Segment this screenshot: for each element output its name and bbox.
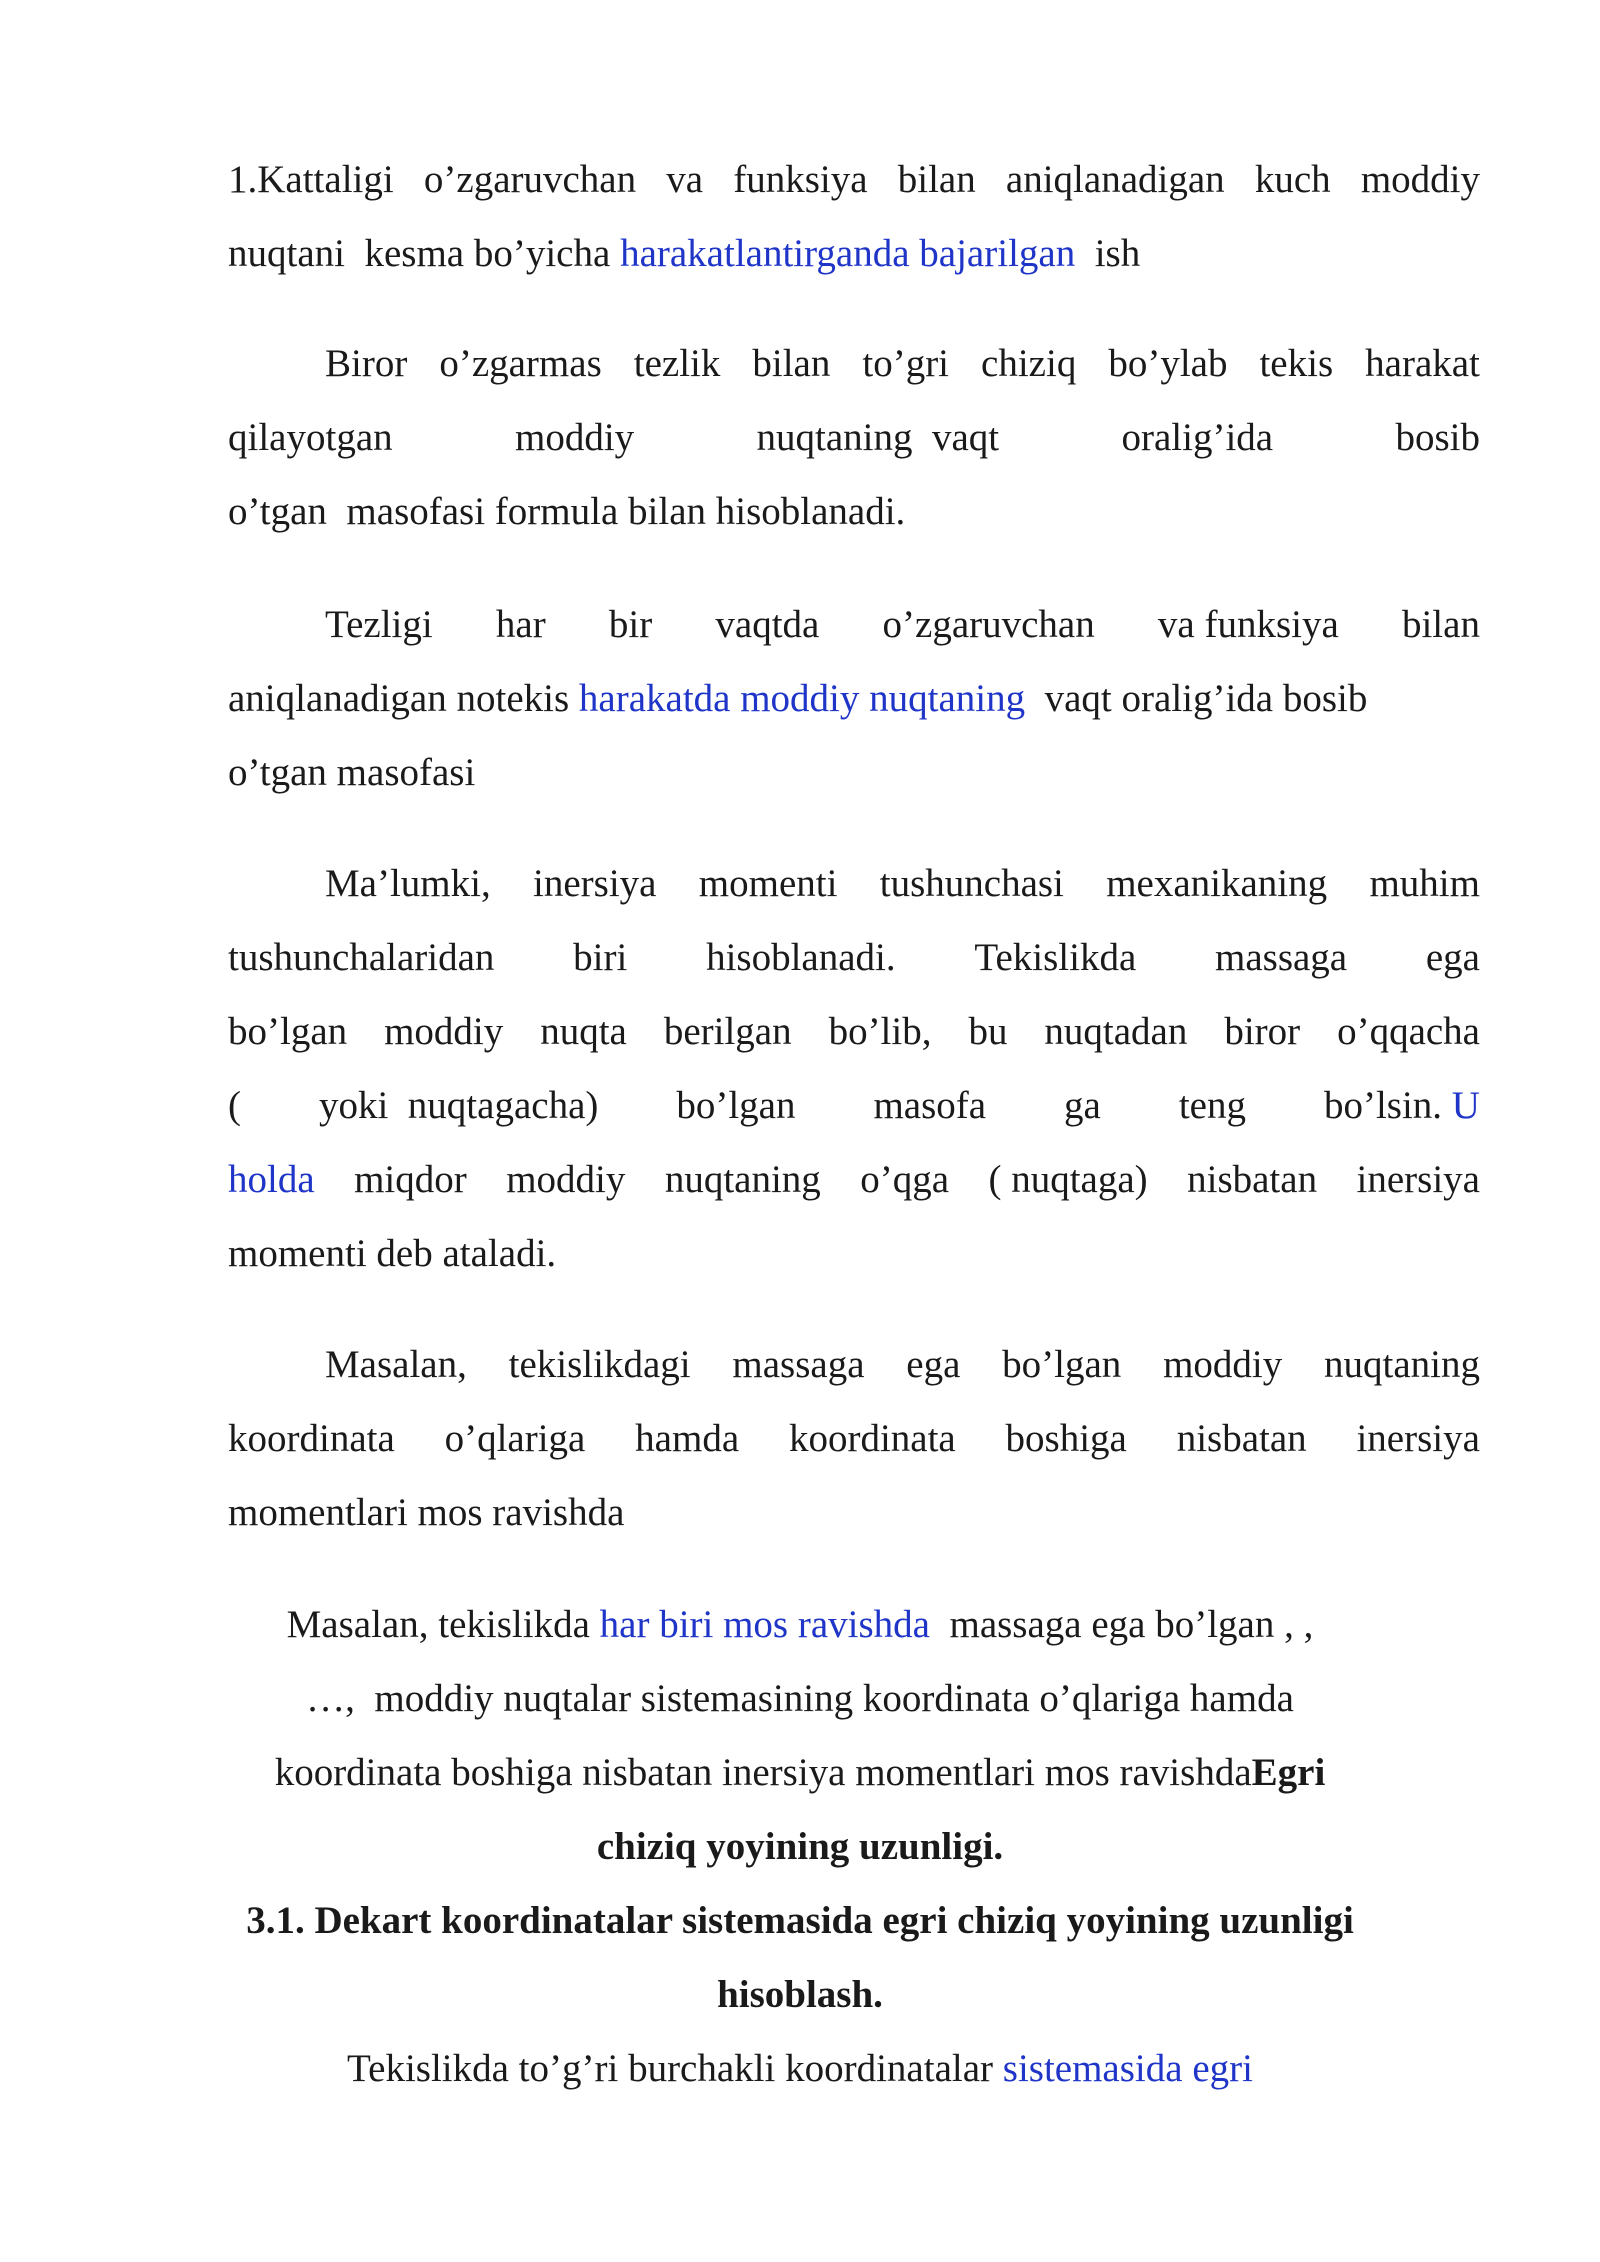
text-span: o’tgan masofasi	[228, 751, 476, 794]
word: biri	[573, 936, 628, 979]
text-span: aniqlanadigan notekis	[228, 677, 579, 720]
text-line	[0, 2049, 1600, 2088]
text-span: koordinata boshiga nisbatan inersiya momentlari mos ravishda	[274, 1751, 1252, 1794]
word: bo’lgan	[1002, 1343, 1122, 1386]
word: tezlik	[633, 342, 721, 385]
text-span: momentlari mos ravishda	[228, 1491, 625, 1534]
word-group	[1324, 1086, 1480, 1125]
word: o’zgaruvchan	[882, 603, 1095, 646]
word: ega	[906, 1343, 961, 1386]
word: teng	[1178, 1084, 1246, 1127]
word: tekis	[1259, 342, 1334, 385]
word: koordinata	[788, 1417, 956, 1460]
heading-text: chiziq yoyining uzunligi.	[596, 1825, 1004, 1868]
word: nuqtaning	[1324, 1343, 1480, 1386]
text-span: ish	[1075, 232, 1141, 275]
word: moddiy	[506, 1158, 626, 1201]
text-line	[228, 418, 1480, 457]
word: masofa	[873, 1084, 987, 1127]
text-line	[325, 864, 1480, 903]
text-line	[228, 492, 905, 531]
word: bu	[968, 1010, 1008, 1053]
hyperlink[interactable]: sistemasida egri	[1002, 2047, 1253, 2090]
word: Tekislikda	[974, 936, 1137, 979]
word: bilan	[752, 342, 831, 385]
text-line	[0, 1605, 1600, 1644]
word: (	[228, 1084, 241, 1127]
word: bo’ylab	[1108, 342, 1228, 385]
section-heading	[0, 1827, 1600, 1866]
text-span: …, moddiy nuqtalar sistemasining koordinata o’qlariga hamda	[306, 1677, 1294, 1720]
word: kuch	[1254, 158, 1331, 201]
word: aniqlanadigan	[1005, 158, 1225, 201]
hyperlink[interactable]: harakatlantirganda bajarilgan	[620, 232, 1076, 275]
word: nisbatan	[1176, 1417, 1307, 1460]
word: moddiy	[384, 1010, 504, 1053]
hyperlink[interactable]: harakatda moddiy nuqtaning	[578, 677, 1026, 720]
word: tushunchasi	[879, 862, 1064, 905]
word: moddiy	[1360, 158, 1480, 201]
word: Tezligi	[325, 603, 433, 646]
word: 1.Kattaligi	[228, 158, 394, 201]
word: ga	[1064, 1084, 1101, 1127]
hyperlink[interactable]: holda	[228, 1158, 315, 1201]
word: chiziq	[981, 342, 1077, 385]
text-span: vaqt oralig’ida bosib	[1025, 677, 1368, 720]
word: o’zgaruvchan	[423, 158, 637, 201]
text-line	[228, 1086, 1480, 1125]
word: massaga	[732, 1343, 865, 1386]
word: bosib	[1395, 416, 1480, 459]
text-line	[228, 938, 1480, 977]
text-line	[325, 1345, 1480, 1384]
word: yoki nuqtagacha)	[318, 1084, 599, 1127]
word: o’qga	[860, 1158, 950, 1201]
section-heading: Egri	[1251, 1751, 1326, 1794]
word: vaqtda	[715, 603, 820, 646]
text-line	[228, 160, 1480, 199]
word: momenti	[698, 862, 838, 905]
word: Masalan,	[325, 1343, 467, 1386]
text-line	[228, 1012, 1480, 1051]
word: bo’lgan	[676, 1084, 796, 1127]
word: nuqtadan	[1044, 1010, 1188, 1053]
heading-text: hisoblash.	[717, 1973, 883, 2016]
word: nisbatan	[1187, 1158, 1318, 1201]
word: mexanikaning	[1106, 862, 1328, 905]
word: nuqta	[540, 1010, 627, 1053]
text-span: momenti deb ataladi.	[228, 1232, 557, 1275]
text-span: nuqtani kesma bo’yicha	[228, 232, 621, 275]
text-line	[228, 234, 1140, 273]
text-line	[228, 1160, 1480, 1199]
word: inersiya	[533, 862, 657, 905]
hyperlink[interactable]: U	[1451, 1084, 1480, 1127]
subsection-heading	[0, 1901, 1600, 1940]
word: to’gri	[862, 342, 950, 385]
word: miqdor	[354, 1158, 467, 1201]
text-span: Tekislikda to’g’ri burchakli koordinatalar	[347, 2047, 1003, 2090]
word: berilgan	[663, 1010, 792, 1053]
text-line	[325, 344, 1480, 383]
word: inersiya	[1356, 1158, 1480, 1201]
word: bo’lgan	[228, 1010, 348, 1053]
word: har	[495, 603, 546, 646]
word: tekislikdagi	[508, 1343, 691, 1386]
word: muhim	[1369, 862, 1480, 905]
word: o’qqacha	[1337, 1010, 1480, 1053]
word: oralig’ida	[1121, 416, 1274, 459]
word: o’qlariga	[444, 1417, 586, 1460]
word: harakat	[1365, 342, 1480, 385]
word: bilan	[1401, 603, 1480, 646]
hyperlink[interactable]: har biri mos ravishda	[599, 1603, 930, 1646]
word: o’zgarmas	[439, 342, 602, 385]
subsection-heading	[0, 1975, 1600, 2014]
word: biror	[1224, 1010, 1301, 1053]
text-line	[228, 679, 1367, 718]
word: bo’lsin.	[1323, 1084, 1443, 1127]
text-span: massaga ega bo’lgan , ,	[929, 1603, 1314, 1646]
word: boshiga	[1005, 1417, 1127, 1460]
text-line	[228, 753, 475, 792]
text-line	[228, 1493, 624, 1532]
text-line	[0, 1679, 1600, 1718]
text-line	[228, 1419, 1480, 1458]
text-line	[0, 1753, 1600, 1792]
word: nuqtaning vaqt	[756, 416, 1000, 459]
word: moddiy	[1163, 1343, 1283, 1386]
word: hisoblanadi.	[706, 936, 896, 979]
word: hamda	[635, 1417, 740, 1460]
word: inersiya	[1356, 1417, 1480, 1460]
word: ( nuqtaga)	[988, 1158, 1148, 1201]
word: bo’lib,	[828, 1010, 932, 1053]
word: va funksiya	[1157, 603, 1339, 646]
word: Ma’lumki,	[325, 862, 491, 905]
word: massaga	[1215, 936, 1348, 979]
word: moddiy	[514, 416, 635, 459]
word: bir	[608, 603, 653, 646]
word: va	[666, 158, 704, 201]
word: funksiya	[733, 158, 868, 201]
word: koordinata	[228, 1417, 395, 1460]
text-line	[228, 1234, 556, 1273]
text-span: Masalan, tekislikda	[286, 1603, 600, 1646]
text-line	[325, 605, 1480, 644]
text-span: o’tgan masofasi formula bilan hisoblanadi.	[228, 490, 906, 533]
word: nuqtaning	[664, 1158, 821, 1201]
word: Biror	[325, 342, 408, 385]
heading-text: 3.1. Dekart koordinatalar sistemasida egri chiziq yoyining uzunligi	[246, 1899, 1354, 1942]
word: bilan	[897, 158, 976, 201]
word: tushunchalaridan	[228, 936, 495, 979]
word: ega	[1425, 936, 1480, 979]
word: qilayotgan	[228, 416, 393, 459]
